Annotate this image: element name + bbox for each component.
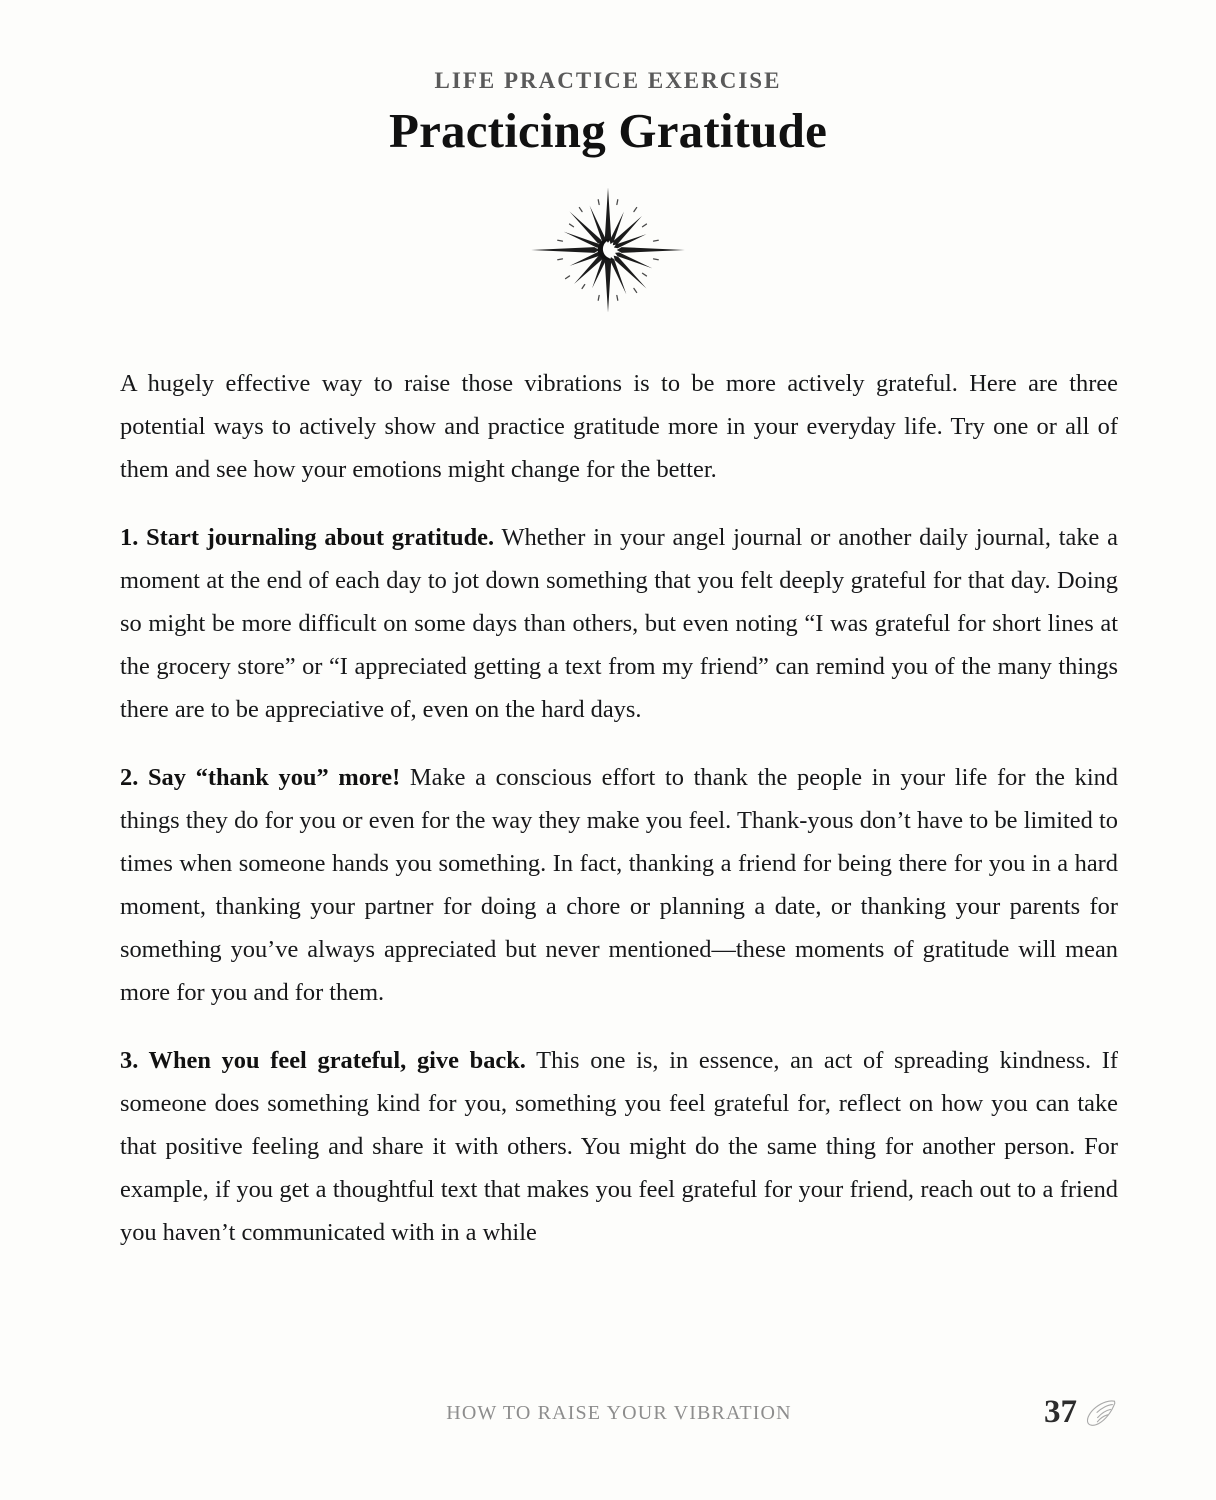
page-number: 37 <box>1044 1394 1077 1430</box>
page-header <box>0 68 1216 159</box>
page-footer <box>120 1396 1118 1444</box>
section-eyebrow: LIFE PRACTICE EXERCISE <box>434 68 782 93</box>
practice-item-2 <box>120 756 1118 1014</box>
sunburst-star-with-crescent-moon-icon <box>528 186 688 314</box>
running-head: HOW TO RAISE YOUR VIBRATION <box>446 1402 792 1424</box>
page-content <box>120 362 1118 1254</box>
page-title: Practicing Gratitude <box>388 103 828 159</box>
practice-item-1-text: Whether in your angel journal or another daily journal, take a moment at the end of each day to jot down something that you felt deeply grateful for that day. Doing so might be more difficult on some days than others, but even noting “I was grateful for short lines at the grocery store” or “I appreciated getting a text from my friend” can remind you of the many things there are to be appreciative of, even on the hard days. <box>120 524 1118 723</box>
ornament-container <box>0 186 1216 314</box>
intro-paragraph: A hugely effective way to raise those vibrations is to be more actively grateful. Here are three potential ways to actively show and practice gratitude more in your everyday life. Try one or all of them and see how your emotions might change for the better. <box>120 370 1118 483</box>
practice-item-2-lead: 2. Say “thank you” more! <box>120 764 401 791</box>
practice-item-3 <box>120 1039 1118 1254</box>
practice-item-3-text: This one is, in essence, an act of spreading kindness. If someone does something kind for you, something you feel grateful for, reflect on how you can take that positive feeling and share it with others. You might do the same thing for another person. For example, if you get a thoughtful text that makes you feel grateful for your friend, reach out to a friend you haven’t communicated with in a while <box>120 1047 1118 1246</box>
practice-item-1-lead: 1. Start journaling about gratitude. <box>120 524 495 551</box>
angel-wing-icon <box>1084 1398 1118 1428</box>
practice-item-3-lead: 3. When you feel grateful, give back. <box>120 1047 526 1074</box>
practice-item-2-text: Make a conscious effort to thank the people in your life for the kind things they do for you or even for the way they make you feel. Thank-yous don’t have to be limited to times when someone hands you something. In fact, thanking a friend for being there for you in a hard moment, thanking your partner for doing a chore or planning a date, or thanking your parents for something you’ve always appreciated but never mentioned—these moments of gratitude will mean more for you and for them. <box>120 764 1118 1006</box>
practice-item-1 <box>120 516 1118 731</box>
folio <box>1044 1396 1118 1429</box>
